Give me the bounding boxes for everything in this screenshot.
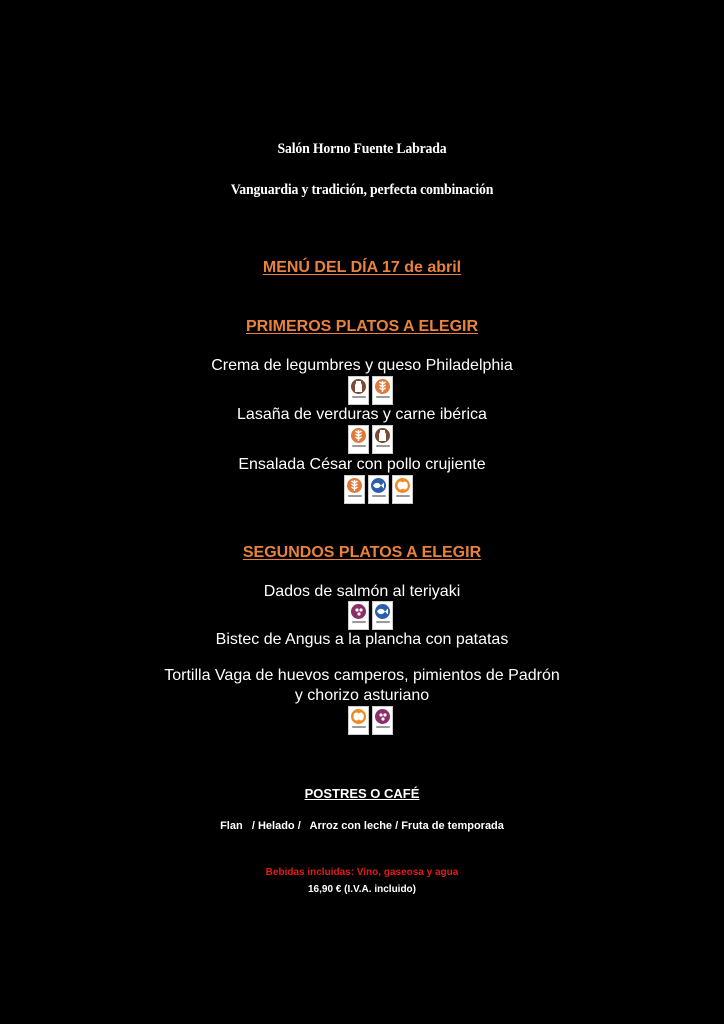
dish-tortilla-line2: y chorizo asturiano bbox=[294, 687, 430, 704]
lacteos-icon bbox=[348, 376, 369, 405]
dish-crema-legumbres: Crema de legumbres y queso Philadelphia bbox=[211, 357, 513, 374]
dish-ensalada-cesar: Ensalada César con pollo crujiente bbox=[238, 456, 486, 473]
dish-lasana: Lasaña de verduras y carne ibérica bbox=[237, 406, 487, 423]
gluten-icon bbox=[372, 376, 393, 405]
huevos-icon bbox=[348, 706, 369, 735]
allergen-icons-row bbox=[348, 706, 393, 735]
gluten-icon bbox=[344, 475, 365, 504]
allergen-icons-row bbox=[344, 475, 413, 504]
dish-tortilla-line1: Tortilla Vaga de huevos camperos, pimientos de Padrón bbox=[164, 667, 560, 684]
soja-icon bbox=[372, 706, 393, 735]
allergen-icons-row bbox=[348, 376, 393, 405]
menu-price: 16,90 € (I.V.A. incluido) bbox=[308, 884, 416, 895]
menu-title: MENÚ DEL DÍA 17 de abril bbox=[262, 259, 462, 276]
second-courses-heading: SEGUNDOS PLATOS A ELEGIR bbox=[242, 544, 482, 561]
allergen-icons-row bbox=[348, 601, 393, 630]
dish-salmon-teriyaki: Dados de salmón al teriyaki bbox=[263, 583, 461, 600]
desserts-list: Flan / Helado / Arroz con leche / Fruta de temporada bbox=[220, 820, 504, 832]
pescado-icon bbox=[372, 601, 393, 630]
restaurant-name: Salón Horno Fuente Labrada bbox=[277, 141, 447, 157]
desserts-heading: POSTRES O CAFÉ bbox=[304, 786, 420, 801]
allergen-icons-row bbox=[348, 425, 393, 454]
first-courses-heading: PRIMEROS PLATOS A ELEGIR bbox=[245, 318, 479, 335]
tagline: Vanguardia y tradición, perfecta combinación bbox=[230, 182, 494, 198]
lacteos-icon bbox=[372, 425, 393, 454]
huevos-icon bbox=[392, 475, 413, 504]
drinks-included: Bebidas incluidas: Vino, gaseosa y agua bbox=[265, 867, 459, 878]
soja-icon bbox=[348, 601, 369, 630]
gluten-icon bbox=[348, 425, 369, 454]
dish-bistec-angus: Bistec de Angus a la plancha con patatas bbox=[215, 631, 509, 648]
pescado-icon bbox=[368, 475, 389, 504]
